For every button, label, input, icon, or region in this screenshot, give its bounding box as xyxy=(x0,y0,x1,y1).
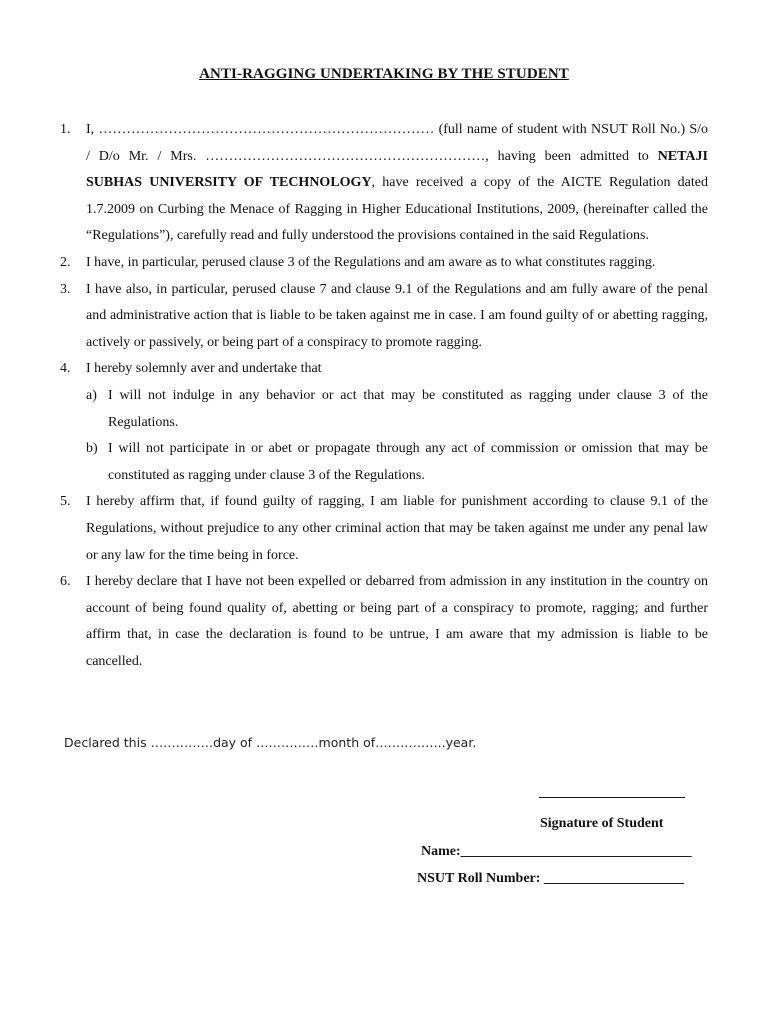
sub-clause-text: I will not indulge in any behavior or act that may be constituted as ragging under clause 3 of the Regulations. xyxy=(108,387,708,430)
clause-3 xyxy=(60,277,708,357)
clause-number: 6. xyxy=(60,574,71,590)
clause-number: 1. xyxy=(60,122,71,137)
university-name: NETAJI SUBHAS UNIVERSITY OF TECHNOLOGY xyxy=(86,148,708,191)
sub-clause-number: a) xyxy=(86,387,97,403)
clause-list xyxy=(60,117,708,675)
clause-text: I have, in particular, perused clause 3 of the Regulations and am aware as to what constitutes ragging. xyxy=(86,254,656,270)
signature-line xyxy=(539,797,685,798)
clause-text: I have also, in particular, perused clause 7 and clause 9.1 of the Regulations and am fully aware of the penal and administrative action that is liable to be taken against me in case. I am found guilty of or abetting ragging, actively or passively, or being part of a conspiracy to promote ragging. xyxy=(86,281,708,350)
clause-number: 5. xyxy=(60,494,71,510)
clause-number: 3. xyxy=(60,281,71,297)
sub-clause-b xyxy=(86,436,708,489)
clause-5 xyxy=(60,489,708,569)
document-title: ANTI-RAGGING UNDERTAKING BY THE STUDENT xyxy=(199,66,569,82)
clause-text: I hereby solemnly aver and undertake that xyxy=(86,361,322,377)
clause-2 xyxy=(60,250,708,277)
clause-6 xyxy=(60,569,708,675)
roll-number-field-line: NSUT Roll Number: ____________________ xyxy=(417,871,684,886)
clause-text xyxy=(86,117,708,250)
declaration-date-line: Declared this ……………day of ……………month of……………..year. xyxy=(64,735,477,750)
clause-1 xyxy=(60,117,708,250)
clause-4 xyxy=(60,356,708,489)
clause-text: I hereby affirm that, if found guilty of ragging, I am liable for punishment according to clause 9.1 of the Regulations, without prejudice to any other criminal action that may be taken against me under any penal law or any law for the time being in force. xyxy=(86,494,708,563)
clause-number: 4. xyxy=(60,361,71,377)
sub-clause-number: b) xyxy=(86,441,98,457)
sub-clause-a xyxy=(86,383,708,436)
clause-text: I hereby declare that I have not been expelled or debarred from admission in any institution in the country on account of being found quality of, abetting or being part of a conspiracy to promote, ragging; and further affirm that, in case the declaration is found to be untrue, I am aware that my admission is liable to be cancelled. xyxy=(86,574,708,669)
clause-text-part: , have received a copy of the AICTE Regulation dated 1.7.2009 on Curbing the Menace of Ragging in Higher Educational Institutions, 2009, (hereinafter called the “Regulations”), carefully read and fully understood the provisions contained in the said Regulations. xyxy=(86,175,708,244)
clause-text-part: I, ……………………………………………………………… (full name of student with NSUT Roll No.) S/o / D/o Mr. / Mrs. ……………………………………………………, having been admitted to xyxy=(86,122,708,164)
signature-label: Signature of Student xyxy=(540,816,664,831)
name-field-line: Name:_________________________________ xyxy=(421,844,692,859)
clause-number: 2. xyxy=(60,254,71,270)
sub-clause-text: I will not participate in or abet or propagate through any act of commission or omission that may be constituted as ragging under clause 3 of the Regulations. xyxy=(108,441,708,483)
